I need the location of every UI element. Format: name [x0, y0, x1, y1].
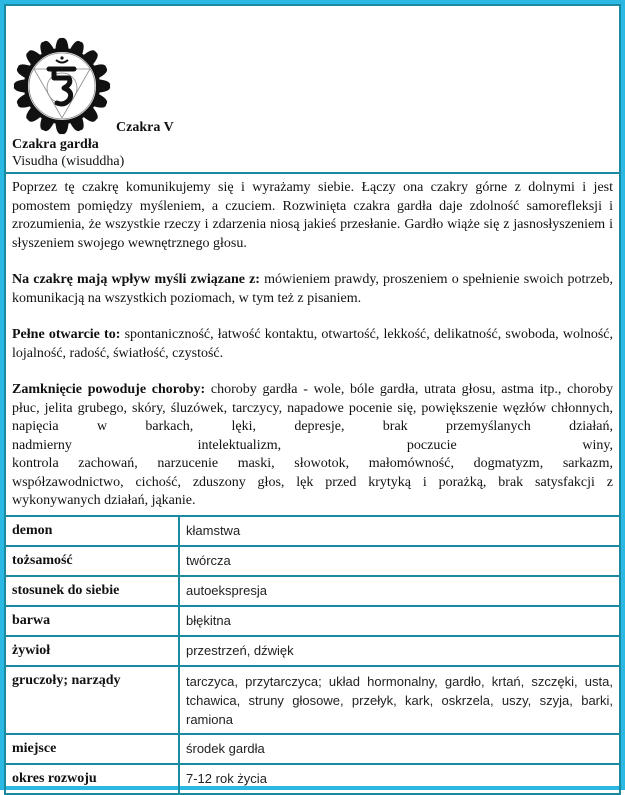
influences-label: Na czakrę mają wpływ myśli związane z:: [12, 272, 260, 287]
table-row: [5, 764, 620, 794]
chakra-table: [4, 4, 621, 795]
row-key: gruczoły; narządy: [5, 666, 179, 734]
opening-paragraph: [12, 326, 613, 363]
row-key: okres rozwoju: [5, 764, 179, 794]
row-key: miejsce: [5, 734, 179, 764]
table-row: [5, 516, 620, 546]
row-key: tożsamość: [5, 546, 179, 576]
row-value: środek gardła: [179, 734, 620, 764]
influences-paragraph: [12, 271, 613, 308]
row-value: kłamstwa: [179, 516, 620, 546]
opening-text: spontaniczność, łatwość kontaktu, otwartość, lekkość, delikatność, swoboda, wolność, lojalność, radość, światłość, czystość.: [12, 327, 613, 361]
closing-paragraph: [12, 381, 613, 511]
row-value: tarczyca, przytarczyca; układ hormonalny, gardło, krtań, szczęki, usta, tchawica, struny głosowe, przełyk, kark, oskrzela, uszy, szyja, barki, ramiona: [179, 666, 620, 734]
opening-label: Pełne otwarcie to:: [12, 327, 121, 342]
row-key: demon: [5, 516, 179, 546]
table-row: [5, 734, 620, 764]
closing-text-a: choroby gardła - wole, bóle gardła, utrata głosu, astma itp., choroby płuc, jelita grubego, skóry, śluzówek, tarczycy, napadowe pocenie się, powiększenie węzłów chłonnych, napięcia w barkach, lęki, depresje, brak przemyślanych działań,: [12, 382, 613, 434]
row-key: barwa: [5, 606, 179, 636]
table-row: [5, 576, 620, 606]
throat-chakra-symbol-icon: [12, 36, 112, 136]
closing-text-c: kontrola zachowań, narzucenie maski, słowotok, małomówność, dogmatyzm, sarkazm, współzawodnictwo, cichość, zduszony głos, lęk przed krytyką i porażką, brak satysfakcji z wykonywanych działań, jąkanie.: [12, 456, 613, 508]
row-value: twórcza: [179, 546, 620, 576]
row-key: stosunek do siebie: [5, 576, 179, 606]
influences-text: mówieniem prawdy, proszeniem o spełnienie swoich potrzeb, komunikacją na wszystkich poziomach, w tym też z pisaniem.: [12, 272, 613, 306]
description-cell: [5, 173, 620, 516]
chakra-subtitle: Czakra gardła: [12, 137, 99, 152]
closing-text-b: nadmierny intelektualizm, poczucie winy,: [12, 437, 613, 453]
table-row: [5, 636, 620, 666]
row-key: żywioł: [5, 636, 179, 666]
header-cell: [5, 5, 620, 173]
row-value: błękitna: [179, 606, 620, 636]
row-value: przestrzeń, dźwięk: [179, 636, 620, 666]
table-row: [5, 606, 620, 636]
table-row: [5, 666, 620, 734]
closing-label: Zamknięcie powoduje choroby:: [12, 382, 206, 397]
chakra-title: Czakra V: [116, 120, 174, 135]
intro-paragraph: Poprzez tę czakrę komunikujemy się i wyrażamy siebie. Łączy ona czakry górne z dolnymi i jest pomostem pomiędzy myśleniem, a czuciem. Rozwinięta czakra gardła daje zdolność samorefleksji i zrozumienia, że wszystkie rzeczy i zdarzenia niosą jakieś przesłanie. Gardło wiąże się z jasnosłyszeniem i słyszeniem swojego wewnętrznego głosu.: [12, 180, 613, 251]
table-row: [5, 546, 620, 576]
row-value: 7-12 rok życia: [179, 764, 620, 794]
row-value: autoekspresja: [179, 576, 620, 606]
chakra-sanskrit-name: Visudha (wisuddha): [12, 154, 125, 169]
